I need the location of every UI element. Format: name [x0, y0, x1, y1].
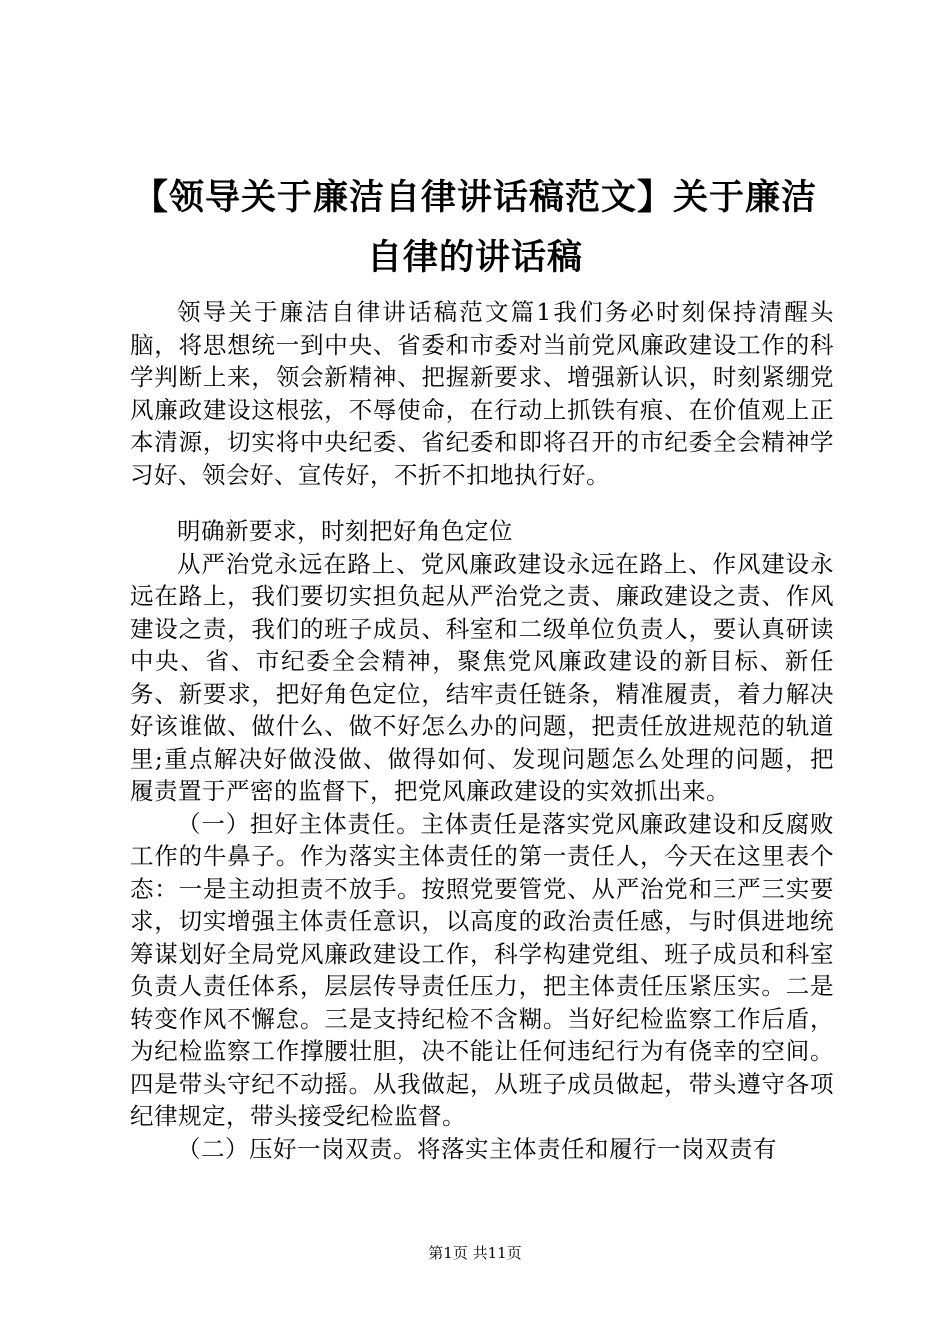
paragraph-item-1: （一）担好主体责任。主体责任是落实党风廉政建设和反腐败工作的牛鼻子。作为落实主体责任的第一责任人，今天在这里表个态：一是主动担责不放手。按照党要管党、从严治党和三严三实要求，切实增强主体责任意识，以高度的政治责任感，与时俱进地统筹谋划好全局党风廉政建设工作，科学构建党组、班子成员和科室负责人责任体系，层层传导责任压力，把主体责任压紧压实。二是转变作风不懈怠。三是支持纪检不含糊。当好纪检监察工作后盾，为纪检监察工作撑腰壮胆，决不能让任何违纪行为有侥幸的空间。四是带头守纪不动摇。从我做起，从班子成员做起，带头遵守各项纪律规定，带头接受纪检监督。	[130, 809, 834, 1130]
paragraph-intro: 领导关于廉洁自律讲话稿范文篇1我们务必时刻保持清醒头脑，将思想统一到中央、省委和市委对当前党风廉政建设工作的科学判断上来，领会新精神、把握新要求、增强新认识，时刻紧绷党风廉政建设这根弦，不辱使命，在行动上抓铁有痕、在价值观上正本清源，切实将中央纪委、省纪委和即将召开的市纪委全会精神学习好、领会好、宣传好，不折不扣地执行好。	[130, 298, 834, 489]
paragraph-item-2: （二）压好一岗双责。将落实主体责任和履行一岗双责有	[177, 1134, 777, 1163]
page-footer: 第1页 共11页	[428, 1244, 522, 1262]
paragraph-body: 从严治党永远在路上、党风廉政建设永远在路上、作风建设永远在路上，我们要切实担负起从严治党之责、廉政建设之责、作风建设之责，我们的班子成员、科室和二级单位负责人，要认真研读中央、省、市纪委全会精神，聚焦党风廉政建设的新目标、新任务、新要求，把好角色定位，结牢责任链条，精准履责，着力解决好该谁做、做什么、做不好怎么办的问题，把责任放进规范的轨道里;重点解决好做没做、做得如何、发现问题怎么处理的问题，把履责置于严密的监督下，把党风廉政建设的实效抓出来。	[130, 549, 834, 805]
document-body	[130, 296, 834, 1165]
section-heading: 明确新要求，时刻把好角色定位	[177, 517, 513, 545]
paragraph-spacer	[130, 491, 834, 515]
document-title: 【领导关于廉洁自律讲话稿范文】关于廉洁自律的讲话稿	[132, 178, 817, 278]
